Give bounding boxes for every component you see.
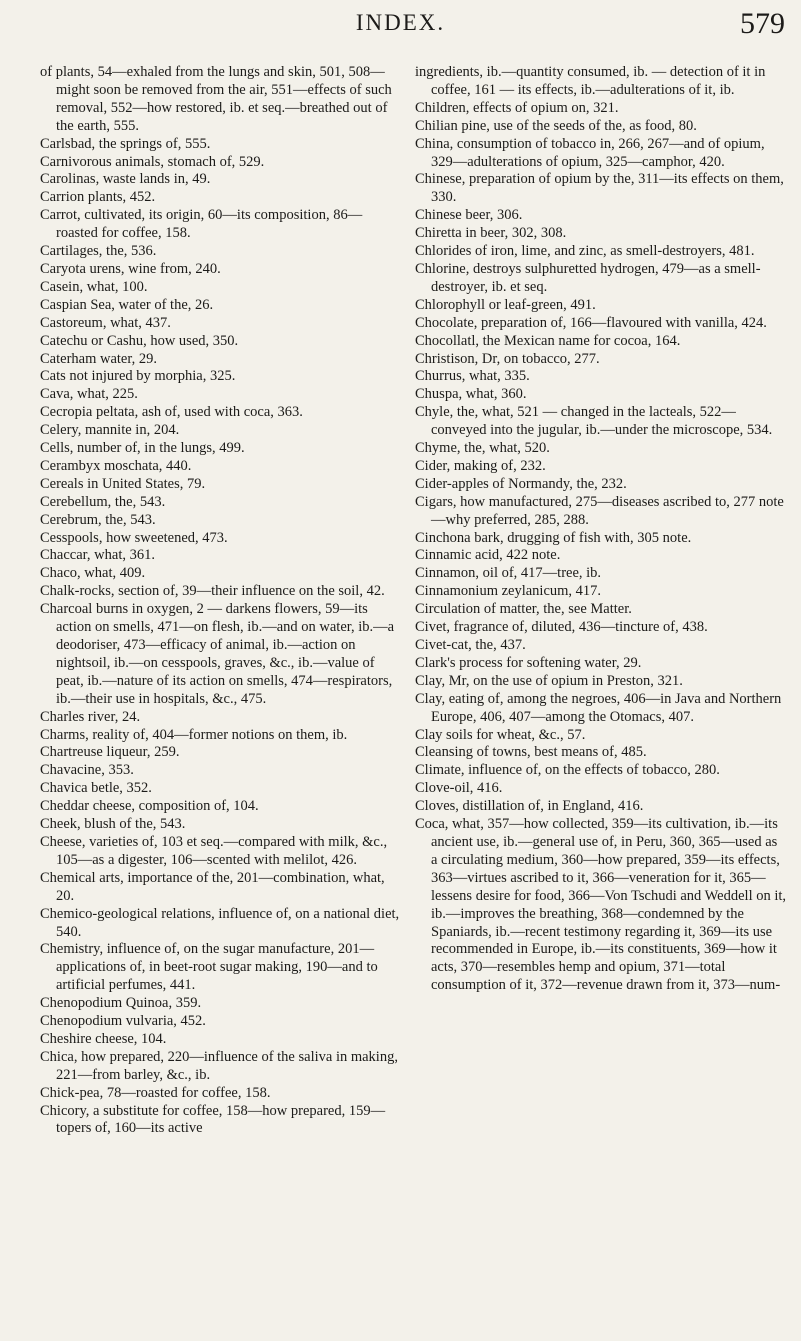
index-entry: Chartreuse liqueur, 259. bbox=[40, 744, 180, 761]
index-entry: Caspian Sea, water of the, 26. bbox=[40, 296, 214, 313]
index-entry: Chuspa, what, 360. bbox=[415, 386, 527, 403]
index-entry: Climate, influence of, on the effects of tobacco, 280. bbox=[415, 762, 720, 779]
index-entry: Cats not injured by morphia, 325. bbox=[40, 368, 236, 385]
index-entry: Chyme, the, what, 520. bbox=[415, 440, 550, 457]
index-entry: Clay soils for wheat, &c., 57. bbox=[415, 726, 586, 743]
index-entry: Clark's process for softening water, 29. bbox=[415, 654, 642, 671]
index-entry: Cinnamic acid, 422 note. bbox=[415, 547, 561, 564]
index-entry: Chinese, preparation of opium by the, 311—its effects on them, 330. bbox=[415, 171, 784, 206]
index-entry: Cava, what, 225. bbox=[40, 386, 138, 403]
index-entry: Cigars, how manufactured, 275—diseases ascribed to, 277 note—why preferred, 285, 288. bbox=[415, 493, 784, 528]
index-entry: Chlorine, destroys sulphuretted hydrogen, 479—as a smell-destroyer, ib. et seq. bbox=[415, 260, 761, 295]
index-entry: Castoreum, what, 437. bbox=[40, 314, 171, 331]
index-entry: Catechu or Cashu, how used, 350. bbox=[40, 332, 239, 349]
index-entry: Chinese beer, 306. bbox=[415, 207, 523, 224]
index-entry: Casein, what, 100. bbox=[40, 278, 148, 295]
index-entry: Cesspools, how sweetened, 473. bbox=[40, 529, 228, 546]
index-entry: Cinnamon, oil of, 417—tree, ib. bbox=[415, 565, 602, 582]
index-entry: Cider, making of, 232. bbox=[415, 457, 546, 474]
index-entry: Chick-pea, 78—roasted for coffee, 158. bbox=[40, 1084, 271, 1101]
index-entry: Cerebellum, the, 543. bbox=[40, 493, 166, 510]
index-entry: Chaccar, what, 361. bbox=[40, 547, 155, 564]
index-entry: Cheek, blush of the, 543. bbox=[40, 816, 186, 833]
index-entry: Celery, mannite in, 204. bbox=[40, 422, 180, 439]
index-entry: Chaco, what, 409. bbox=[40, 565, 146, 582]
index-entry: Carrion plants, 452. bbox=[40, 189, 156, 206]
index-entry: Chiretta in beer, 302, 308. bbox=[415, 225, 567, 242]
index-entry: Carnivorous animals, stomach of, 529. bbox=[40, 153, 265, 170]
index-entry: Clay, Mr, on the use of opium in Preston, 321. bbox=[415, 672, 683, 689]
index-entry: Cells, number of, in the lungs, 499. bbox=[40, 440, 245, 457]
index-entry: Chemistry, influence of, on the sugar manufacture, 201—applications of, in beet-root sugar making, 190—and to artificial perfumes, 441. bbox=[40, 941, 378, 994]
index-entry: Christison, Dr, on tobacco, 277. bbox=[415, 350, 600, 367]
index-entry: Chavica betle, 352. bbox=[40, 780, 152, 797]
index-entry: Cecropia peltata, ash of, used with coca, 363. bbox=[40, 404, 303, 421]
index-entry: Chlorophyll or leaf-green, 491. bbox=[415, 296, 596, 313]
index-entry: Caterham water, 29. bbox=[40, 350, 157, 367]
index-entry: Charcoal burns in oxygen, 2 — darkens flowers, 59—its action on smells, 471—on flesh, ib.—and on water, ib.—a deodoriser, 473—efficacy of animal, ib.—action on nightsoil, ib.—on cesspools, graves, &c., ib.—value of peat, ib.—nature of its action on smells, 474—respirators, ib.—their use in hospitals, &c., 475. bbox=[40, 601, 395, 707]
index-entry: Children, effects of opium on, 321. bbox=[415, 99, 619, 116]
index-entry: Cheddar cheese, composition of, 104. bbox=[40, 798, 259, 815]
right-column bbox=[415, 64, 787, 995]
index-entry: Caryota urens, wine from, 240. bbox=[40, 260, 221, 277]
index-entry: Chicory, a substitute for coffee, 158—how prepared, 159—topers of, 160—its active bbox=[40, 1102, 386, 1137]
index-entry: Cerebrum, the, 543. bbox=[40, 511, 156, 528]
index-entry: Cinnamonium zeylanicum, 417. bbox=[415, 583, 602, 600]
index-entry: Chica, how prepared, 220—influence of the saliva in making, 221—from barley, &c., ib. bbox=[40, 1048, 398, 1083]
index-entry: Cheshire cheese, 104. bbox=[40, 1030, 167, 1047]
left-column bbox=[40, 64, 400, 1138]
index-entry: of plants, 54—exhaled from the lungs and skin, 501, 508—might soon be removed from the air, 551—effects of such removal, 552—how restored, ib. et seq.—breathed out of the earth, 555. bbox=[40, 64, 392, 134]
index-entry: Coca, what, 357—how collected, 359—its cultivation, ib.—its ancient use, ib.—general use of, in Peru, 360, 365—used as a circulating medium, 360—how prepared, 359—its effects, 363—virtues ascribed to it, 366—veneration for it, 365—lessens desire for food, 366—Von Tschudi and Weddell on it, ib.—improves the breathing, 368—condemned by the Spaniards, ib.—recent testimony regarding it, 369—its use recommended in Europe, ib.—its constituents, 369—how it acts, 370—resembles hemp and opium, 371—total consumption of it, 372—revenue drawn from it, 373—num- bbox=[415, 816, 787, 994]
index-entry: Chemical arts, importance of the, 201—combination, what, 20. bbox=[40, 869, 385, 904]
index-entry: Cereals in United States, 79. bbox=[40, 475, 206, 492]
index-entry: Chlorides of iron, lime, and zinc, as smell-destroyers, 481. bbox=[415, 243, 755, 260]
index-entry: Cheese, varieties of, 103 et seq.—compared with milk, &c., 105—as a digester, 106—scented with melilot, 426. bbox=[40, 833, 388, 868]
index-entry: Chyle, the, what, 521 — changed in the lacteals, 522—conveyed into the jugular, ib.—under the microscope, 534. bbox=[415, 404, 773, 439]
index-entry: Charms, reality of, 404—former notions on them, ib. bbox=[40, 726, 348, 743]
index-entry: Carolinas, waste lands in, 49. bbox=[40, 171, 211, 188]
index-entry: Churrus, what, 335. bbox=[415, 368, 530, 385]
index-entry: Cleansing of towns, best means of, 485. bbox=[415, 744, 647, 761]
index-entry: Charles river, 24. bbox=[40, 708, 141, 725]
index-entry: Chocollatl, the Mexican name for cocoa, 164. bbox=[415, 332, 681, 349]
index-entry: Chenopodium Quinoa, 359. bbox=[40, 995, 202, 1012]
index-entry: Clay, eating of, among the negroes, 406—in Java and Northern Europe, 406, 407—among the Otomacs, 407. bbox=[415, 690, 782, 725]
index-entry: Cerambyx moschata, 440. bbox=[40, 457, 192, 474]
index-entry: ingredients, ib.—quantity consumed, ib. — detection of it in coffee, 161 — its effects, ib.—adulterations of it, ib. bbox=[415, 64, 766, 98]
index-entry: Clove-oil, 416. bbox=[415, 780, 503, 797]
index-entry: China, consumption of tobacco in, 266, 267—and of opium, 329—adulterations of opium, 325—camphor, 420. bbox=[415, 135, 765, 170]
index-entry: Cartilages, the, 536. bbox=[40, 243, 157, 260]
page-header bbox=[0, 0, 801, 60]
index-entry: Carlsbad, the springs of, 555. bbox=[40, 135, 211, 152]
index-entry: Cloves, distillation of, in England, 416. bbox=[415, 798, 644, 815]
index-entry: Chemico-geological relations, influence of, on a national diet, 540. bbox=[40, 905, 400, 940]
index-entry: Chavacine, 353. bbox=[40, 762, 134, 779]
index-entry: Cinchona bark, drugging of fish with, 305 note. bbox=[415, 529, 692, 546]
index-entry: Circulation of matter, the, see Matter. bbox=[415, 601, 632, 618]
page-number: 579 bbox=[740, 7, 785, 40]
index-entry: Carrot, cultivated, its origin, 60—its composition, 86—roasted for coffee, 158. bbox=[40, 207, 363, 242]
index-entry: Chocolate, preparation of, 166—flavoured with vanilla, 424. bbox=[415, 314, 767, 331]
index-entry: Chalk-rocks, section of, 39—their influence on the soil, 42. bbox=[40, 583, 385, 600]
index-entry: Chenopodium vulvaria, 452. bbox=[40, 1013, 206, 1030]
index-entry: Cider-apples of Normandy, the, 232. bbox=[415, 475, 627, 492]
running-head: INDEX. bbox=[355, 10, 446, 35]
index-entry: Chilian pine, use of the seeds of the, as food, 80. bbox=[415, 117, 697, 134]
index-entry: Civet-cat, the, 437. bbox=[415, 637, 526, 653]
index-entry: Civet, fragrance of, diluted, 436—tincture of, 438. bbox=[415, 619, 708, 636]
